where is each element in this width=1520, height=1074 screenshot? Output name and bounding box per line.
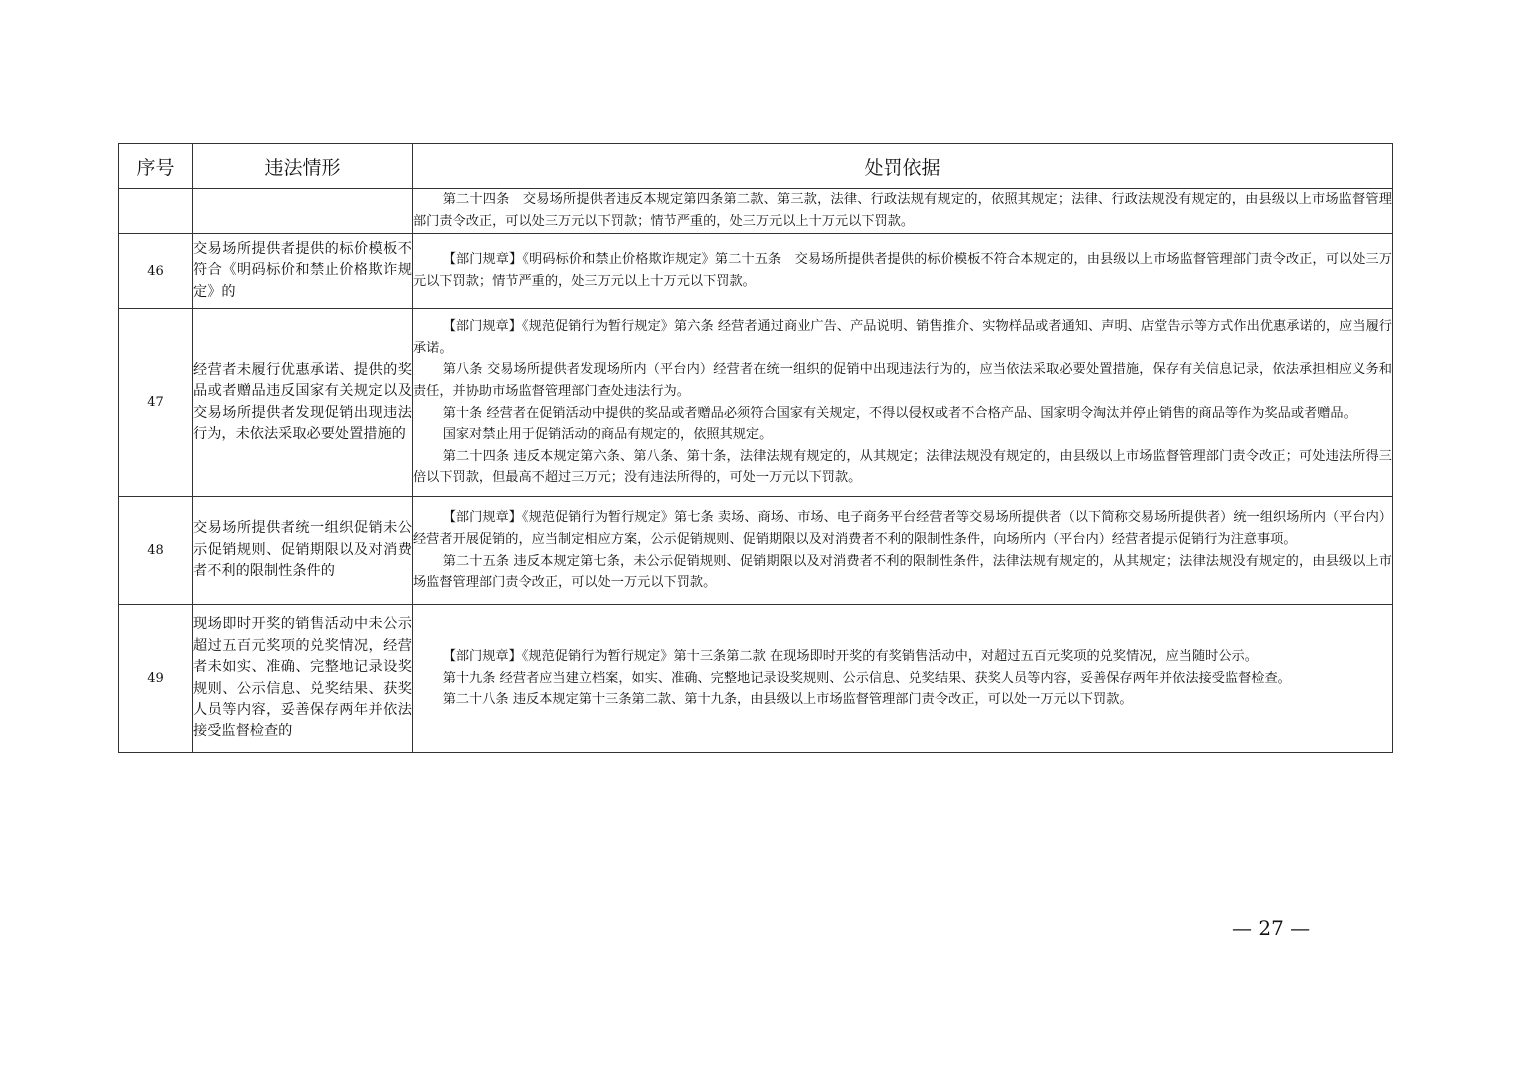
- basis-paragraph: 第二十八条 违反本规定第十三条第二款、第十九条，由县级以上市场监督管理部门责令改正，可以处一万元以下罚款。: [442, 692, 1133, 708]
- header-basis: 处罚依据: [413, 144, 1393, 189]
- table-row: [119, 497, 1393, 605]
- basis-paragraph: 【部门规章】《明码标价和禁止价格欺诈规定》第二十五条 交易场所提供者提供的标价模板不符合本规定的，由县级以上市场监督管理部门责令改正，可以处三万元以下罚款；情节严重的，处三万元以上十万元以下罚款。: [413, 252, 1392, 289]
- basis-cell: [413, 309, 1393, 497]
- basis-cell: [413, 497, 1393, 605]
- penalty-table: [118, 143, 1393, 753]
- table-row: [119, 234, 1393, 309]
- situation-cell: 经营者未履行优惠承诺、提供的奖品或者赠品违反国家有关规定以及交易场所提供者发现促销出现违法行为，未依法采取必要处置措施的: [193, 309, 413, 497]
- seq-cell: 46: [119, 234, 193, 309]
- basis-paragraph: 第二十四条 违反本规定第六条、第八条、第十条，法律法规有规定的，从其规定；法律法规没有规定的，由县级以上市场监督管理部门责令改正；可处违法所得三倍以下罚款，但最高不超过三万元；没有违法所得的，可处一万元以下罚款。: [413, 448, 1392, 486]
- header-seq: 序号: [119, 144, 193, 189]
- basis-cell: [413, 189, 1393, 234]
- basis-paragraph: 第二十五条 违反本规定第七条，未公示促销规则、促销期限以及对消费者不利的限制性条件，法律法规有规定的，从其规定；法律法规没有规定的，由县级以上市场监督管理部门责令改正，可以处一万元以下罚款。: [413, 553, 1392, 591]
- basis-paragraph: 第八条 交易场所提供者发现场所内（平台内）经营者在统一组织的促销中出现违法行为的，应当依法采取必要处置措施，保存有关信息记录，依法承担相应义务和责任，并协助市场监督管理部门查处违法行为。: [413, 362, 1392, 399]
- situation-cell: 现场即时开奖的销售活动中未公示超过五百元奖项的兑奖情况，经营者未如实、准确、完整地记录设奖规则、公示信息、兑奖结果、获奖人员等内容，妥善保存两年并依法接受监督检查的: [193, 605, 413, 753]
- basis-paragraph: 国家对禁止用于促销活动的商品有规定的，依照其规定。: [442, 427, 773, 443]
- seq-cell: 48: [119, 497, 193, 605]
- table-row: [119, 309, 1393, 497]
- table-row: [119, 605, 1393, 753]
- basis-paragraph: 第十条 经营者在促销活动中提供的奖品或者赠品必须符合国家有关规定，不得以侵权或者不合格产品、国家明令淘汰并停止销售的商品等作为奖品或者赠品。: [442, 405, 1357, 421]
- basis-paragraph: 第十九条 经营者应当建立档案，如实、准确、完整地记录设奖规则、公示信息、兑奖结果、获奖人员等内容，妥善保存两年并依法接受监督检查。: [442, 670, 1291, 686]
- basis-paragraph: 【部门规章】《规范促销行为暂行规定》第六条 经营者通过商业广告、产品说明、销售推介、实物样品或者通知、声明、店堂告示等方式作出优惠承诺的，应当履行承诺。: [413, 319, 1392, 356]
- seq-cell: [119, 189, 193, 234]
- situation-cell: 交易场所提供者统一组织促销未公示促销规则、促销期限以及对消费者不利的限制性条件的: [193, 497, 413, 605]
- situation-cell: 交易场所提供者提供的标价模板不符合《明码标价和禁止价格欺诈规定》的: [193, 234, 413, 309]
- basis-paragraph: 【部门规章】《规范促销行为暂行规定》第七条 卖场、商场、市场、电子商务平台经营者等交易场所提供者（以下简称交易场所提供者）统一组织场所内（平台内）经营者开展促销的，应当制定相应方案，公示促销规则、促销期限以及对消费者不利的限制性条件，向场所内（平台内）经营者提示促销行为注意事项。: [413, 510, 1392, 547]
- header-row: [119, 144, 1393, 189]
- table-row: [119, 189, 1393, 234]
- basis-cell: [413, 605, 1393, 753]
- basis-cell: [413, 234, 1393, 309]
- seq-cell: 47: [119, 309, 193, 497]
- header-situation: 违法情形: [193, 144, 413, 189]
- basis-paragraph: 【部门规章】《规范促销行为暂行规定》第十三条第二款 在现场即时开奖的有奖销售活动中，对超过五百元奖项的兑奖情况，应当随时公示。: [442, 649, 1258, 665]
- situation-cell: [193, 189, 413, 234]
- seq-cell: 49: [119, 605, 193, 753]
- page-number: — 27 —: [1232, 916, 1311, 940]
- basis-paragraph: 第二十四条 交易场所提供者违反本规定第四条第二款、第三款，法律、行政法规有规定的，依照其规定；法律、行政法规没有规定的，由县级以上市场监督管理部门责令改正，可以处三万元以下罚款；情节严重的，处三万元以上十万元以下罚款。: [413, 192, 1392, 229]
